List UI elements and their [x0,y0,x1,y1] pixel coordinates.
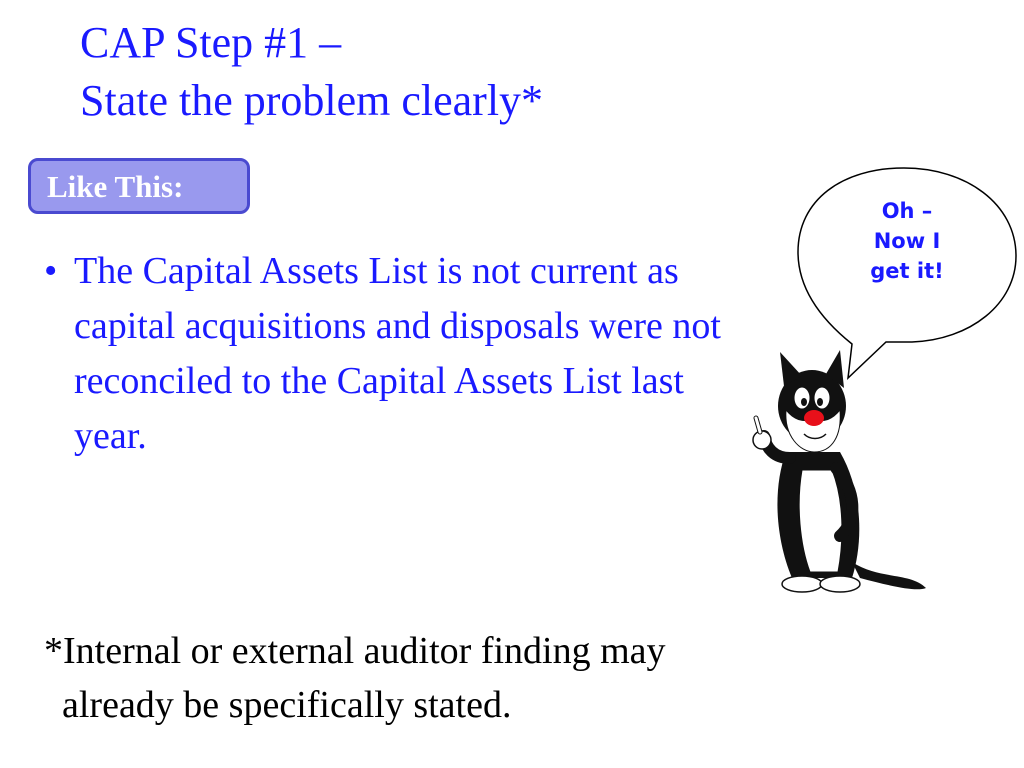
footnote-line-2: already be specifically stated. [62,684,512,726]
like-this-label: Like This: [47,169,184,204]
bubble-line-1: Oh – [881,199,933,223]
speech-bubble-text [832,196,982,286]
footnote [44,624,844,732]
bullet-text: The Capital Assets List is not current as capital acquisitions and disposals were not reconciled to the Capital Assets List last year. [74,250,721,457]
title-line-2: State the problem clearly* [80,76,544,125]
footnote-line-1: *Internal or external auditor finding may [44,630,666,672]
bubble-line-3: get it! [870,259,944,283]
bullet-dot: • [44,250,58,292]
bubble-line-2: Now I [873,229,941,253]
cartoon-cat-icon [740,340,940,605]
title-line-1: CAP Step #1 – [80,18,342,67]
